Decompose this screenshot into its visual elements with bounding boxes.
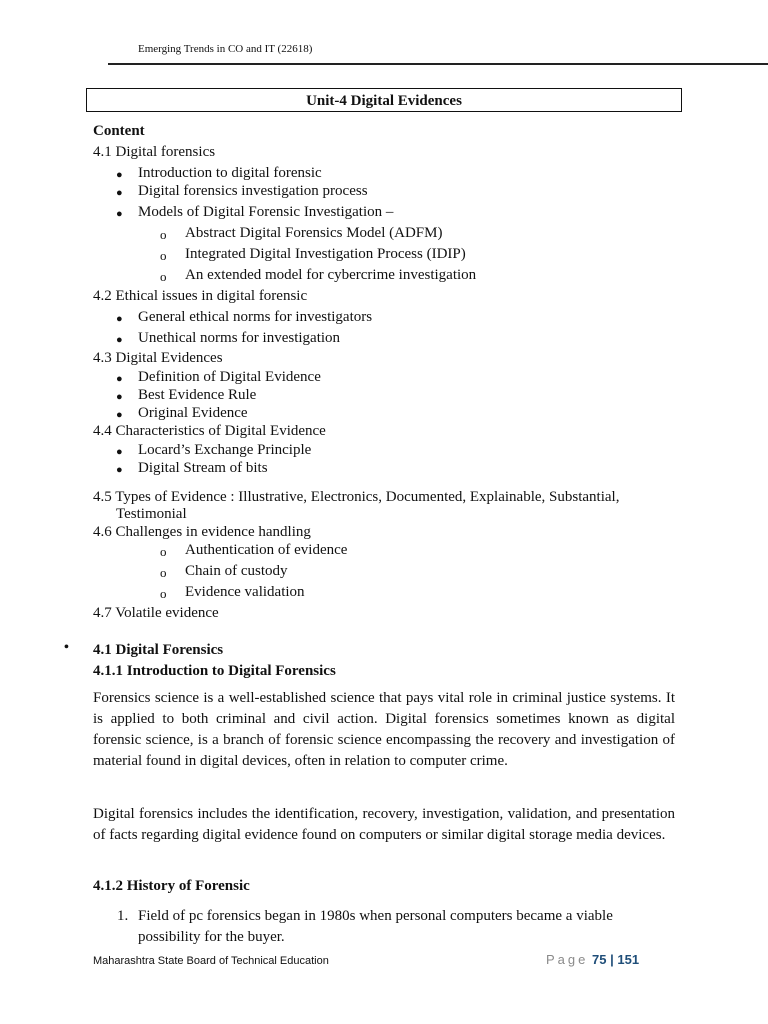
circle-bullet-icon: o xyxy=(160,269,167,284)
toc-subitem: An extended model for cybercrime investigation xyxy=(185,267,477,283)
stray-mark: • xyxy=(64,640,69,655)
bullet-icon: ● xyxy=(116,446,123,458)
page-label: Page xyxy=(546,952,589,967)
toc-subitem: Chain of custody xyxy=(185,563,288,579)
toc-item: Definition of Digital Evidence xyxy=(138,369,321,385)
bullet-icon: ● xyxy=(116,313,123,325)
toc-section-4-6: 4.6 Challenges in evidence handling xyxy=(93,524,311,540)
circle-bullet-icon: o xyxy=(160,544,167,559)
toc-item: Digital forensics investigation process xyxy=(138,183,368,199)
toc-item: Digital Stream of bits xyxy=(138,460,268,476)
toc-subitem: Abstract Digital Forensics Model (ADFM) xyxy=(185,225,443,241)
header-rule xyxy=(108,63,768,65)
toc-subitem: Authentication of evidence xyxy=(185,542,348,558)
paragraph: Digital forensics includes the identification, recovery, investigation, validation, and presentation of facts regarding digital evidence found on computers or similar digital storage media devices. xyxy=(93,806,675,843)
circle-bullet-icon: o xyxy=(160,586,167,601)
page-separator: | xyxy=(610,952,614,967)
subsection-heading: 4.1.2 History of Forensic xyxy=(93,878,250,894)
page-total: 151 xyxy=(617,952,640,967)
bullet-icon: ● xyxy=(116,169,123,181)
toc-item: Introduction to digital forensic xyxy=(138,165,322,181)
circle-bullet-icon: o xyxy=(160,227,167,242)
bullet-icon: ● xyxy=(116,373,123,385)
page-indicator xyxy=(546,952,639,967)
circle-bullet-icon: o xyxy=(160,565,167,580)
toc-subitem: Evidence validation xyxy=(185,584,305,600)
unit-title: Unit-4 Digital Evidences xyxy=(86,88,682,112)
toc-section-4-1: 4.1 Digital forensics xyxy=(93,144,216,160)
footer-publisher: Maharashtra State Board of Technical Education xyxy=(93,955,329,967)
bullet-icon: ● xyxy=(116,409,123,421)
bullet-icon: ● xyxy=(116,391,123,403)
toc-item: Locard’s Exchange Principle xyxy=(138,442,312,458)
toc-item: Unethical norms for investigation xyxy=(138,330,341,346)
bullet-icon: ● xyxy=(116,208,123,220)
list-item: Field of pc forensics began in 1980s when personal computers became a viable xyxy=(138,908,613,924)
toc-section-4-7: 4.7 Volatile evidence xyxy=(93,605,219,621)
list-item-continued: possibility for the buyer. xyxy=(138,929,285,945)
toc-section-4-4: 4.4 Characteristics of Digital Evidence xyxy=(93,423,326,439)
circle-bullet-icon: o xyxy=(160,248,167,263)
bullet-icon: ● xyxy=(116,464,123,476)
content-heading: Content xyxy=(93,123,145,139)
toc-item: General ethical norms for investigators xyxy=(138,309,373,325)
toc-section-4-3: 4.3 Digital Evidences xyxy=(93,350,223,366)
toc-item: Original Evidence xyxy=(138,405,248,421)
toc-item: Models of Digital Forensic Investigation – xyxy=(138,204,394,220)
bullet-icon: ● xyxy=(116,187,123,199)
toc-section-4-5: 4.5 Types of Evidence : Illustrative, Electronics, Documented, Explainable, Substantial, xyxy=(93,489,620,505)
toc-section-4-2: 4.2 Ethical issues in digital forensic xyxy=(93,288,308,304)
page-number: 75 xyxy=(592,952,607,967)
toc-subitem: Integrated Digital Investigation Process (IDIP) xyxy=(185,246,466,262)
toc-section-4-5-continued: Testimonial xyxy=(116,506,187,522)
running-header: Emerging Trends in CO and IT (22618) xyxy=(138,43,313,55)
subsection-heading: 4.1.1 Introduction to Digital Forensics xyxy=(93,663,336,679)
toc-item: Best Evidence Rule xyxy=(138,387,257,403)
section-heading: 4.1 Digital Forensics xyxy=(93,642,224,658)
list-number: 1. xyxy=(117,908,129,924)
bullet-icon: ● xyxy=(116,334,123,346)
paragraph: Forensics science is a well-established science that pays vital role in criminal justice systems. It is applied to both criminal and civil action. Digital forensics sometimes known as digital forensic science, is a branch of forensic science encompassing the recovery and investigation of material found in digital devices, often in relation to computer crime. xyxy=(93,690,675,769)
